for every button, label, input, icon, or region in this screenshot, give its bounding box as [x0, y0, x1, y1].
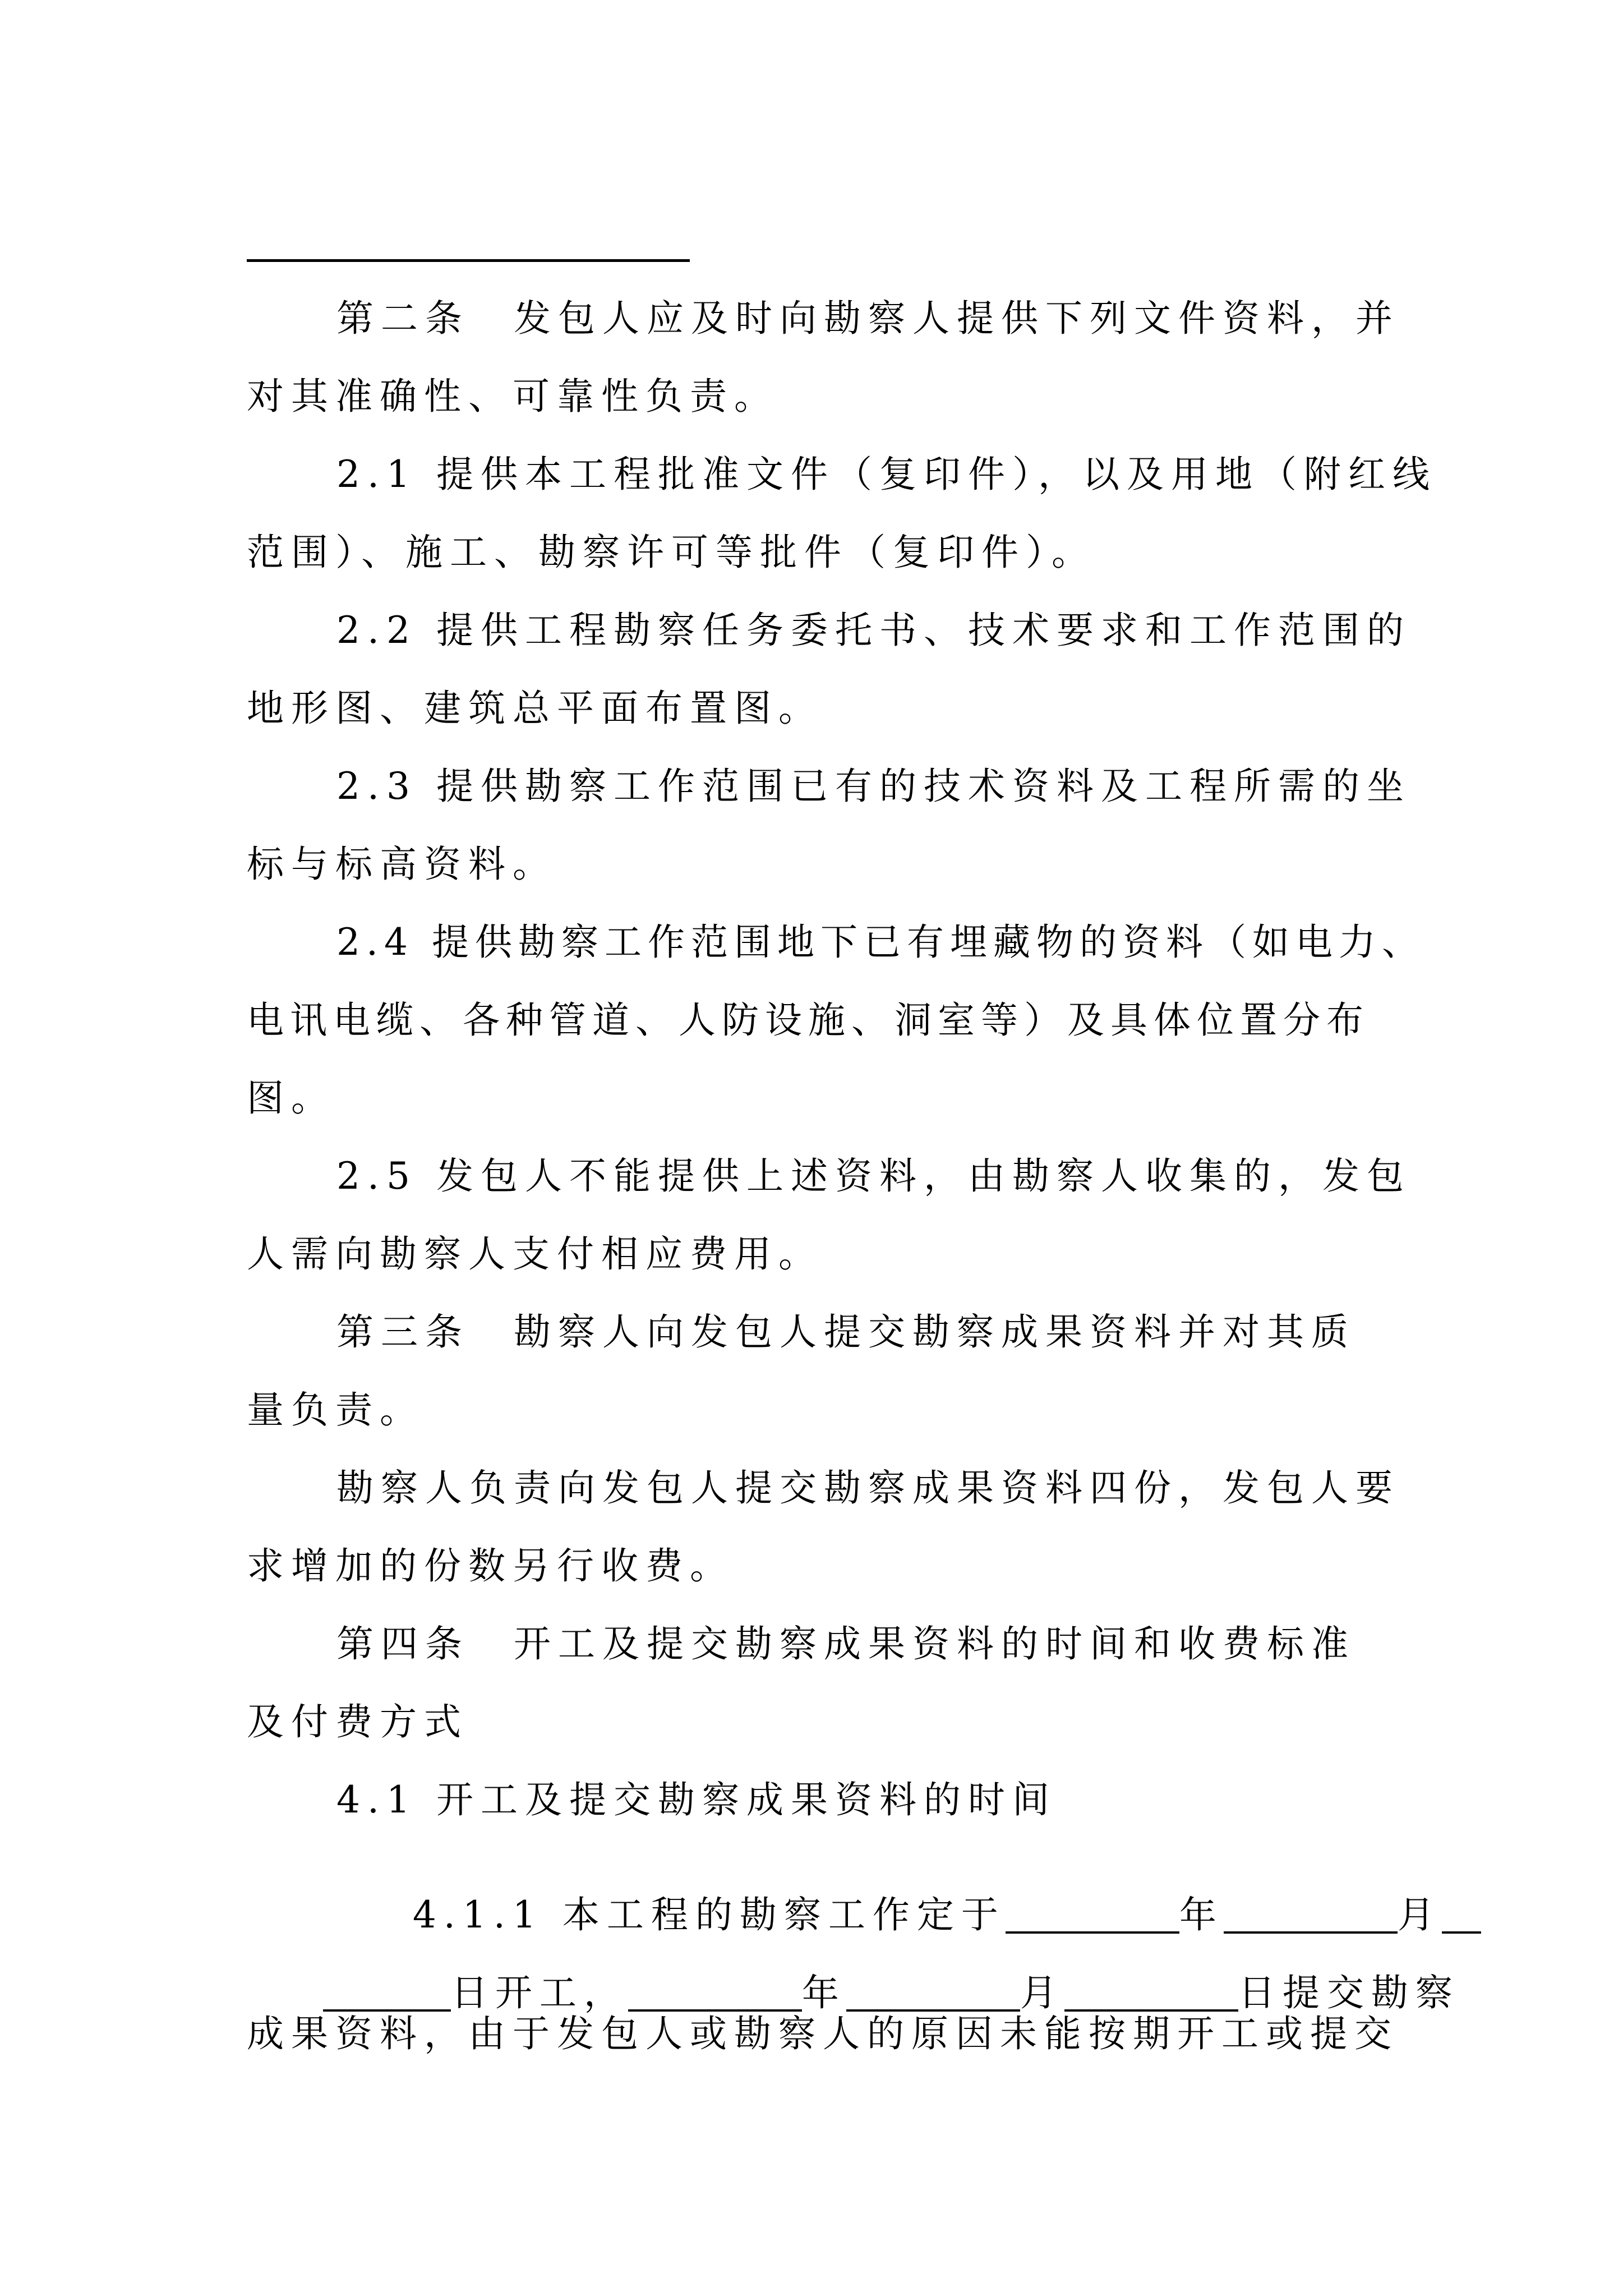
submit-year-blank [628, 1977, 802, 2012]
article-3-paragraph-cont: 求增加的份数另行收费。 [247, 1544, 734, 1588]
start-month-blank [1224, 1899, 1398, 1934]
clause-2-4-end: 图。 [247, 1076, 335, 1120]
clause-2-2-cont: 地形图、建筑总平面布置图。 [247, 687, 823, 730]
clause-2-4: 2.4 提供勘察工作范围地下已有埋藏物的资料（如电力、 [336, 921, 1425, 964]
submit-year-label: 年 [801, 1971, 846, 2014]
start-day-blank-part1 [1442, 1899, 1481, 1934]
clause-2-3: 2.3 提供勘察工作范围已有的技术资料及工程所需的坐 [336, 765, 1411, 808]
clause-2-4-cont: 电讯电缆、各种管道、人防设施、洞室等）及具体位置分布 [247, 999, 1370, 1042]
article-3-paragraph: 勘察人负责向发包人提交勘察成果资料四份，发包人要 [336, 1466, 1400, 1510]
submit-day-blank [1064, 1977, 1238, 2012]
article-4-heading-cont: 及付费方式 [247, 1700, 468, 1743]
submit-month-blank [846, 1977, 1020, 2012]
start-month-label: 月 [1397, 1893, 1442, 1936]
start-year-label: 年 [1179, 1893, 1224, 1936]
start-year-blank [1006, 1899, 1179, 1934]
article-4-heading: 第四条 开工及提交勘察成果资料的时间和收费标准 [336, 1622, 1355, 1665]
header-rule [247, 259, 690, 262]
article-2-heading-cont: 对其准确性、可靠性负责。 [247, 375, 778, 418]
clause-2-2: 2.2 提供工程勘察任务委托书、技术要求和工作范围的 [336, 609, 1411, 652]
article-3-heading-cont: 量负责。 [247, 1388, 424, 1432]
article-3-heading: 第三条 勘察人向发包人提交勘察成果资料并对其质 [336, 1310, 1355, 1354]
start-day-blank-part2 [323, 1977, 451, 2012]
clause-2-5: 2.5 发包人不能提供上述资料，由勘察人收集的，发包 [336, 1154, 1411, 1198]
clause-2-1: 2.1 提供本工程批准文件（复印件），以及用地（附红线 [336, 453, 1437, 496]
article-2-heading: 第二条 发包人应及时向勘察人提供下列文件资料，并 [336, 297, 1400, 340]
clause-2-5-cont: 人需向勘察人支付相应费用。 [247, 1232, 823, 1276]
submit-day-label: 日提交勘察 [1238, 1971, 1460, 2014]
clause-2-1-cont: 范围）、施工、勘察许可等批件（复印件）。 [247, 531, 1096, 574]
clause-4-1: 4.1 开工及提交勘察成果资料的时间 [336, 1778, 1057, 1821]
clause-4-1-1-end: 成果资料，由于发包人或勘察人的原因未能按期开工或提交 [247, 2012, 1399, 2055]
start-day-label: 日开工， [450, 1971, 628, 2014]
clause-4-1-1-prefix: 4.1.1 本工程的勘察工作定于 [412, 1893, 1006, 1936]
submit-month-label: 月 [1020, 1971, 1064, 2014]
clause-2-3-cont: 标与标高资料。 [247, 843, 557, 886]
